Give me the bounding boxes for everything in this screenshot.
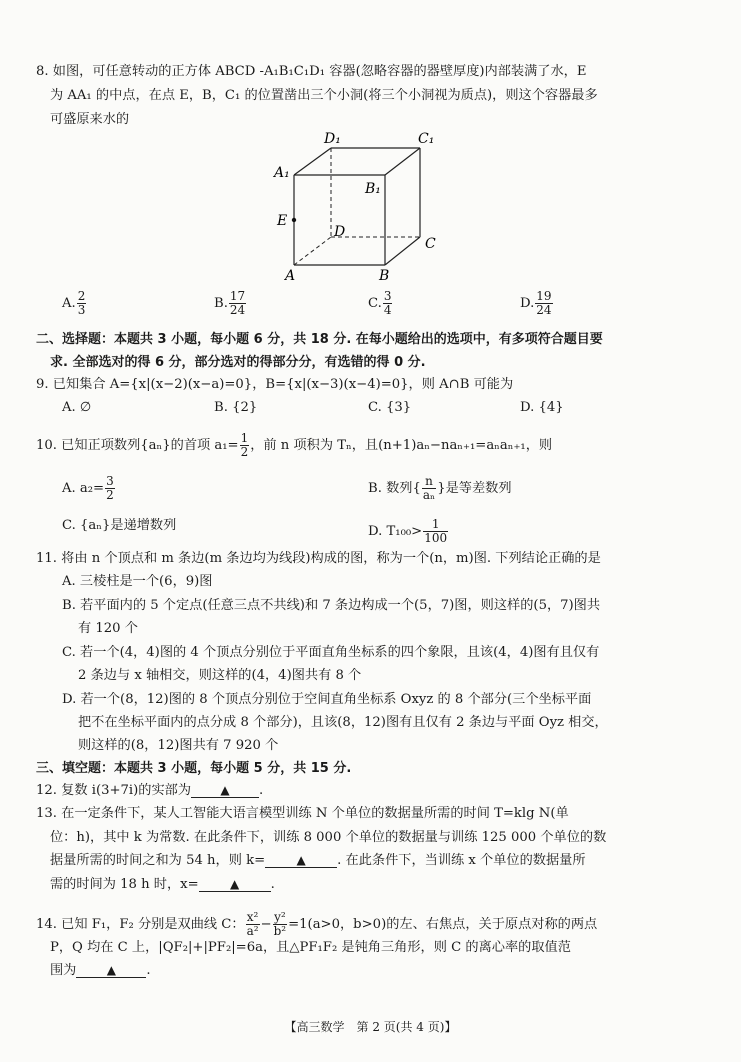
- q13-line1: 13. 在一定条件下，某人工智能大语言模型训练 N 个单位的数据量所需的时间 T=klg N(单: [36, 806, 569, 821]
- q8-line1: 8. 如图，可任意转动的正方体 ABCD -A₁B₁C₁D₁ 容器(忽略容器的器壁厚度)内部装满了水，E: [36, 64, 587, 79]
- label-a: A: [285, 268, 296, 284]
- q10-option-b[interactable]: B. 数列{ $\frac{n}{\text{aₙ}}$ }是等差数列: [368, 474, 512, 502]
- q11-option-c[interactable]: C. 若一个(4，4)图的 4 个顶点分别位于平面直角坐标系的四个象限，且该(4，4)图有且仅有: [62, 645, 600, 660]
- section2-heading: 二、选择题：本题共 3 小题，每小题 6 分，共 18 分. 在每小题给出的选项中，有多项符合题目要: [36, 332, 603, 347]
- label-d: D: [334, 224, 346, 240]
- point-e-dot: [292, 218, 296, 222]
- q14-line1: 14. 已知 F₁，F₂ 分别是双曲线 C： $\frac{\text{x²}}{\text{a²}}$ − $\frac{\text{y²}}{\text{b²}}$ =1(a>0，b>0)的左、右焦点，关于原点对称的两点: [36, 910, 598, 938]
- q8-line2: 为 AA₁ 的中点，在点 E，B，C₁ 的位置凿出三个小洞(将三个小洞视为质点)，则这个容器最多: [50, 88, 598, 103]
- label-e: E: [277, 213, 288, 229]
- q14-answer-blank[interactable]: ▲: [76, 963, 146, 978]
- section3-heading: 三、填空题：本题共 3 小题，每小题 5 分，共 15 分.: [36, 761, 352, 776]
- label-c1: C₁: [418, 131, 435, 147]
- q8-option-d[interactable]: D. $\frac{19}{24}$: [520, 289, 552, 317]
- q12-answer-blank[interactable]: ▲: [191, 783, 259, 798]
- q12-stem: 12. 复数 i(3+7i)的实部为 ▲ .: [36, 783, 264, 798]
- q13-line4: 需的时间为 18 h 时，x= ▲ .: [50, 877, 275, 892]
- q13-k-blank[interactable]: ▲: [265, 853, 337, 868]
- cube-figure: [268, 128, 458, 284]
- q9-option-c[interactable]: C. {3}: [368, 400, 412, 415]
- label-d1: D₁: [324, 131, 341, 147]
- q10-option-d[interactable]: D. T₁₀₀> $\frac{1}{100}$: [368, 517, 448, 545]
- q8-option-b[interactable]: B. $\frac{17}{24}$: [214, 289, 246, 317]
- q14-line3: 围为 ▲ .: [50, 963, 151, 978]
- page-footer: 【高三数学 第 2 页(共 4 页)】: [284, 1020, 457, 1034]
- q11-option-b-cont: 有 120 个: [78, 621, 138, 636]
- q10-option-a[interactable]: A. a₂= $\frac{3}{2}$: [62, 474, 114, 502]
- q9-option-a[interactable]: A. ∅: [62, 400, 92, 415]
- q11-stem: 11. 将由 n 个顶点和 m 条边(m 条边均为线段)构成的图，称为一个(n，m)图. 下列结论正确的是: [36, 551, 601, 566]
- label-c: C: [425, 236, 436, 252]
- q8-option-c[interactable]: C. $\frac{3}{4}$: [368, 289, 392, 317]
- q14-line2: P，Q 均在 C 上，|QF₂|+|PF₂|=6a，且△PF₁F₂ 是钝角三角形，则 C 的离心率的取值范: [50, 940, 571, 955]
- q11-option-c-cont: 2 条边与 x 轴相交，则这样的(4，4)图共有 8 个: [78, 668, 362, 683]
- q13-line3: 据量所需的时间之和为 54 h，则 k= ▲ . 在此条件下，当训练 x 个单位的数据量所: [50, 853, 586, 868]
- section2-heading-cont: 求. 全部选对的得 6 分，部分选对的得部分分，有选错的得 0 分.: [50, 355, 426, 370]
- q10-option-c[interactable]: C. {aₙ}是递增数列: [62, 518, 177, 533]
- q11-option-d-cont1: 把不在坐标平面内的点分成 8 个部分)，且该(8，12)图有且仅有 2 条边与平面 Oyz 相交，: [78, 715, 608, 730]
- q13-x-blank[interactable]: ▲: [199, 877, 271, 892]
- q9-stem: 9. 已知集合 A={x|(x−2)(x−a)=0}，B={x|(x−3)(x−4)=0}，则 A∩B 可能为: [36, 377, 514, 392]
- q8-option-a[interactable]: A. $\frac{2}{3}$: [62, 289, 86, 317]
- q10-stem: 10. 已知正项数列{aₙ}的首项 a₁= $\frac{1}{2}$ ，前 n 项积为 Tₙ，且(n+1)aₙ−naₙ₊₁=aₙaₙ₊₁，则: [36, 431, 553, 459]
- label-b: B: [379, 268, 390, 284]
- label-b1: B₁: [365, 181, 381, 197]
- q11-option-a[interactable]: A. 三棱柱是一个(6，9)图: [62, 574, 213, 589]
- q13-line2: 位：h)，其中 k 为常数. 在此条件下，训练 8 000 个单位的数据量与训练 125 000 个单位的数: [50, 830, 607, 845]
- label-a1: A₁: [274, 165, 290, 181]
- q8-line3: 可盛原来水的: [50, 112, 130, 127]
- q9-option-b[interactable]: B. {2}: [214, 400, 258, 415]
- q9-option-d[interactable]: D. {4}: [520, 400, 564, 415]
- q11-option-d-cont2: 则这样的(8，12)图共有 7 920 个: [78, 738, 279, 753]
- q11-option-b[interactable]: B. 若平面内的 5 个定点(任意三点不共线)和 7 条边构成一个(5，7)图，则这样的(5，7)图共: [62, 598, 601, 613]
- q11-option-d[interactable]: D. 若一个(8，12)图的 8 个顶点分别位于空间直角坐标系 Oxyz 的 8 个部分(三个坐标平面: [62, 692, 592, 707]
